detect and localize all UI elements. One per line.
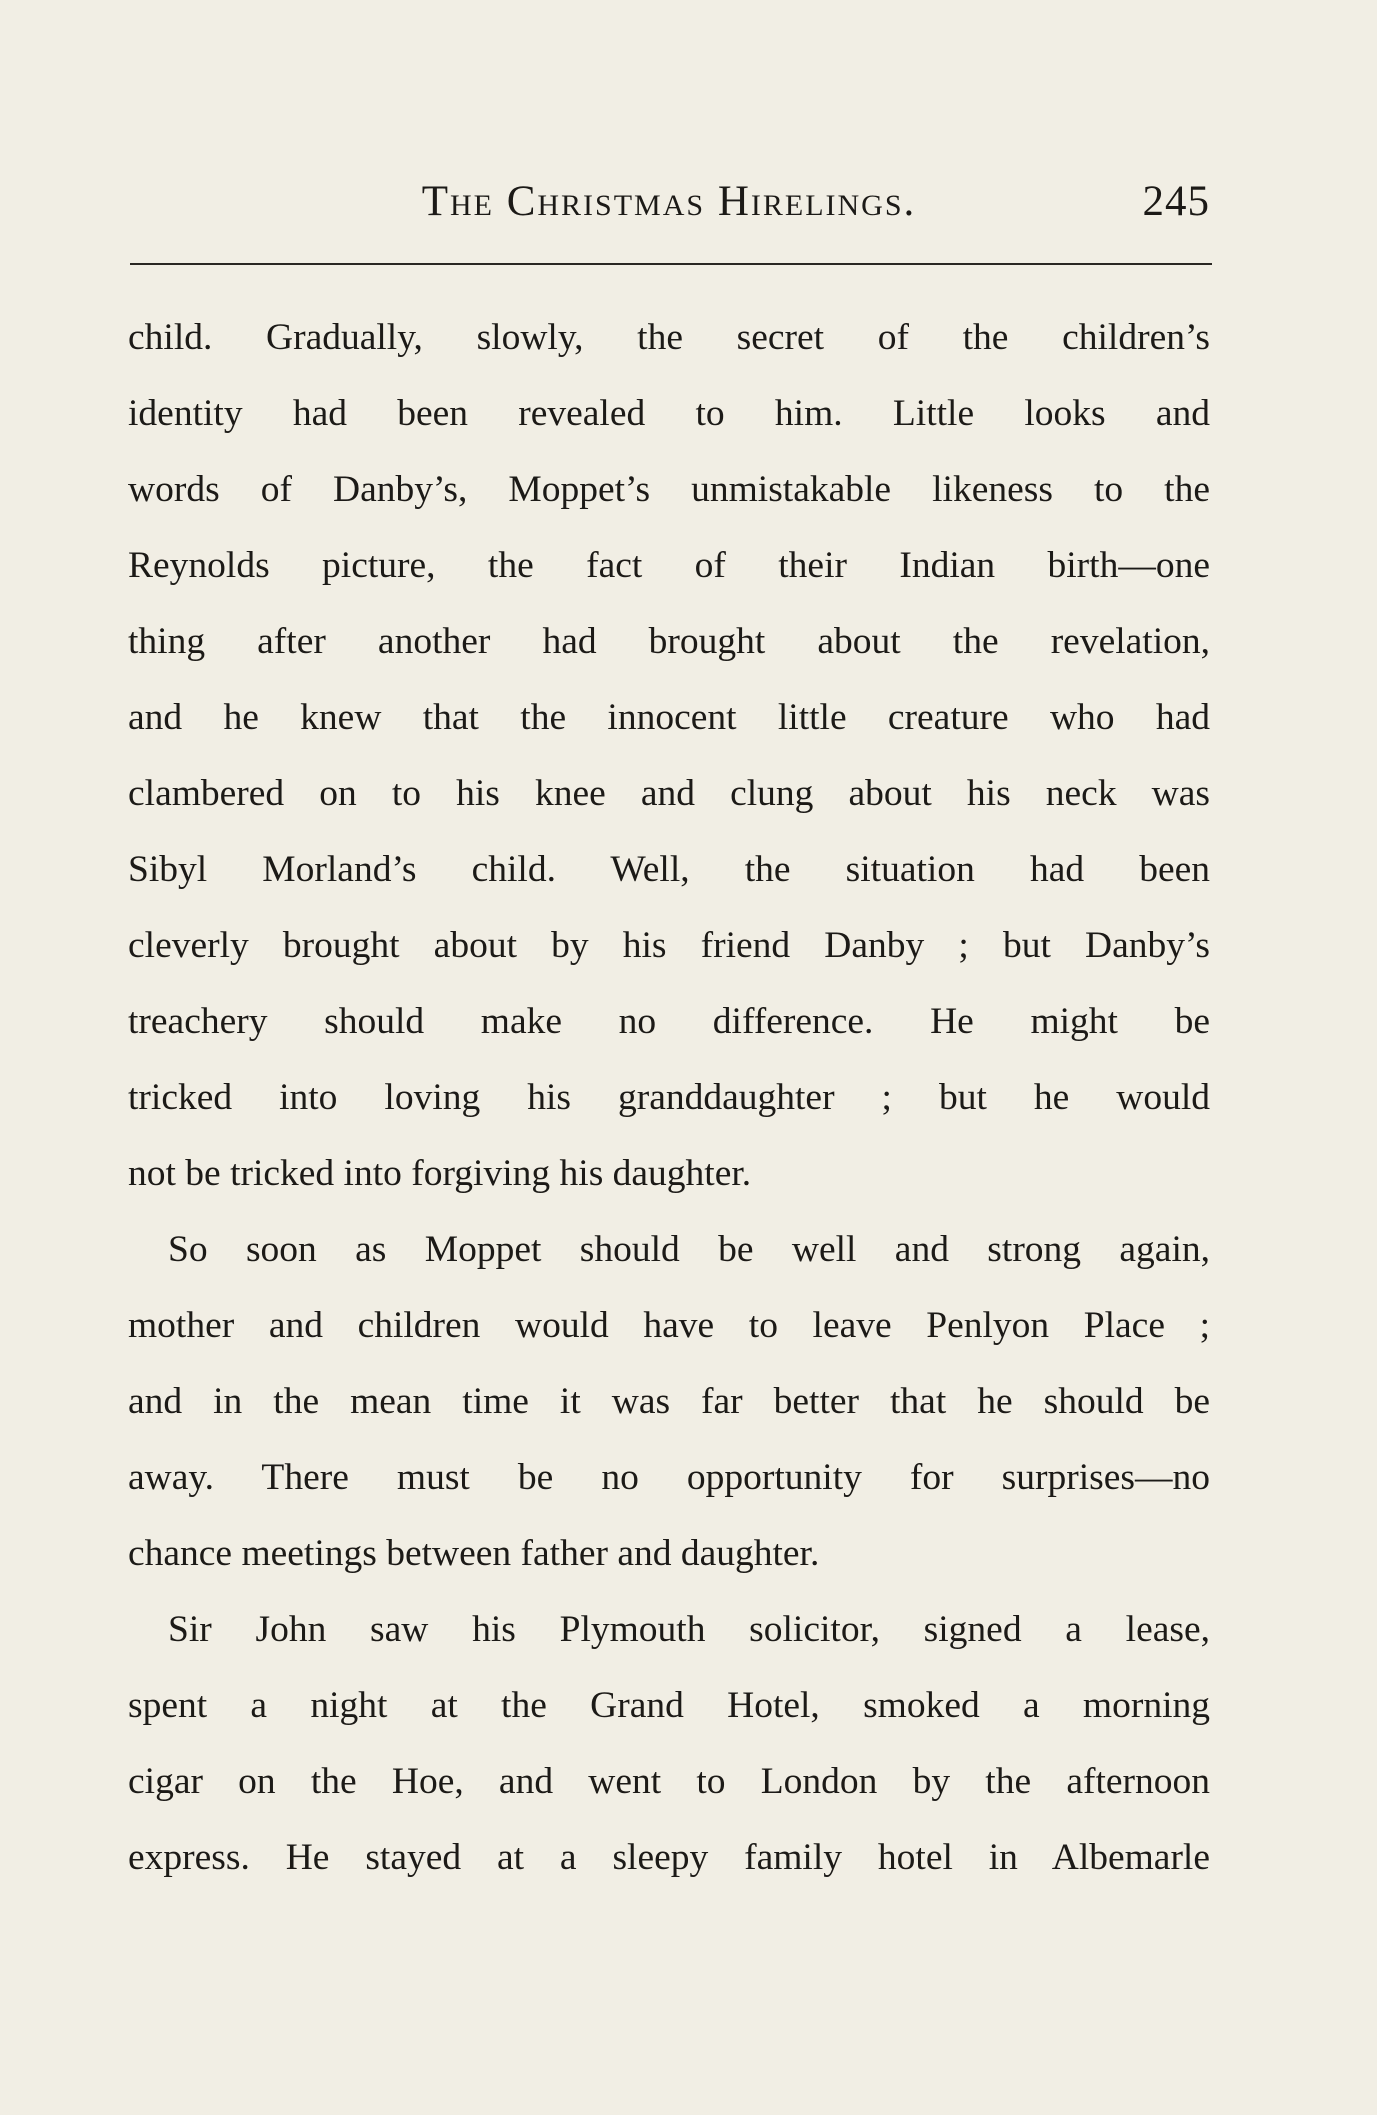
body-text xyxy=(128,300,1210,1896)
text-line: words of Danby’s, Moppet’s unmistakable likeness to the xyxy=(128,469,1210,510)
text-line: away. There must be no opportunity for surprises—no xyxy=(128,1457,1210,1498)
running-title: The Christmas Hirelings. xyxy=(421,178,917,225)
text-line: treachery should make no difference. He might be xyxy=(128,1001,1210,1042)
text-line: Sibyl Morland’s child. Well, the situation had been xyxy=(128,849,1210,890)
text-line: express. He stayed at a sleepy family hotel in Albemarle xyxy=(128,1837,1210,1878)
text-line: identity had been revealed to him. Little looks and xyxy=(128,393,1210,434)
text-line: So soon as Moppet should be well and strong again, xyxy=(168,1229,1210,1270)
text-line: tricked into loving his granddaughter ; but he would xyxy=(128,1077,1210,1118)
text-line: child. Gradually, slowly, the secret of the children’s xyxy=(128,317,1210,358)
text-line: and he knew that the innocent little creature who had xyxy=(128,697,1210,738)
text-line: cleverly brought about by his friend Danby ; but Danby’s xyxy=(128,925,1210,966)
text-line: clambered on to his knee and clung about his neck was xyxy=(128,773,1210,814)
text-line: not be tricked into forgiving his daughter. xyxy=(128,1153,752,1194)
running-head xyxy=(128,172,1210,232)
text-line: mother and children would have to leave Penlyon Place ; xyxy=(128,1305,1210,1346)
header-rule xyxy=(130,263,1212,265)
text-line: and in the mean time it was far better that he should be xyxy=(128,1381,1210,1422)
text-line: spent a night at the Grand Hotel, smoked a morning xyxy=(128,1685,1210,1726)
text-line: thing after another had brought about the revelation, xyxy=(128,621,1210,662)
text-line: Reynolds picture, the fact of their Indian birth—one xyxy=(128,545,1210,586)
page-number: 245 xyxy=(1142,178,1210,225)
text-line: Sir John saw his Plymouth solicitor, signed a lease, xyxy=(168,1609,1210,1650)
text-line: cigar on the Hoe, and went to London by the afternoon xyxy=(128,1761,1210,1802)
text-line: chance meetings between father and daughter. xyxy=(128,1533,820,1574)
